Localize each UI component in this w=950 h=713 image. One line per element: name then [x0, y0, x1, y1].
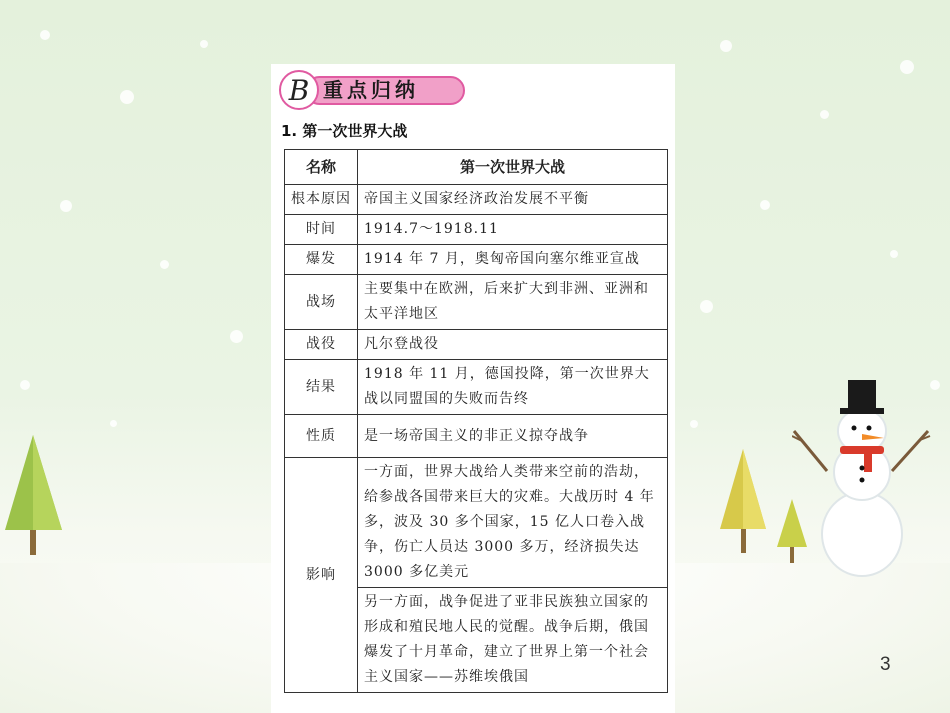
row-value: 凡尔登战役 [358, 330, 668, 360]
section-banner [279, 70, 469, 110]
row-value: 一方面，世界大战给人类带来空前的浩劫，给参战各国带来巨大的灾难。大战历时 4 年多，波及 30 多个国家，15 亿人口卷入战争，伤亡人员达 3000 多万，经济损失达 3000 多亿美元 [358, 458, 668, 588]
row-value: 1914.7～1918.11 [358, 215, 668, 245]
row-value: 是一场帝国主义的非正义掠夺战争 [358, 415, 668, 458]
table-header: 第一次世界大战 [358, 150, 668, 185]
row-value: 帝国主义国家经济政治发展不平衡 [358, 185, 668, 215]
table-row [285, 275, 668, 330]
table-header: 名称 [285, 150, 358, 185]
row-value: 1914 年 7 月，奥匈帝国向塞尔维亚宣战 [358, 245, 668, 275]
banner-badge: B [279, 70, 319, 110]
row-label: 结果 [285, 360, 358, 415]
page-number: 3 [880, 654, 891, 675]
banner-title: 重点归纳 [323, 78, 419, 102]
row-label: 时间 [285, 215, 358, 245]
table-row [285, 330, 668, 360]
tree-left [0, 430, 70, 560]
row-label: 根本原因 [285, 185, 358, 215]
table-row [285, 360, 668, 415]
row-label: 爆发 [285, 245, 358, 275]
snowman [792, 376, 932, 581]
summary-table [284, 149, 668, 693]
tree-middle [716, 445, 772, 555]
table-row [285, 458, 668, 588]
table-header-row [285, 150, 668, 185]
table-row [285, 215, 668, 245]
row-label: 影响 [285, 458, 358, 693]
row-value: 1918 年 11 月，德国投降，第一次世界大战以同盟国的失败而告终 [358, 360, 668, 415]
row-label: 性质 [285, 415, 358, 458]
table-row [285, 185, 668, 215]
row-value: 主要集中在欧洲，后来扩大到非洲、亚洲和太平洋地区 [358, 275, 668, 330]
row-label: 战役 [285, 330, 358, 360]
document-panel [271, 64, 675, 713]
table-row [285, 415, 668, 458]
table-row [285, 245, 668, 275]
row-label: 战场 [285, 275, 358, 330]
row-value: 另一方面，战争促进了亚非民族独立国家的形成和殖民地人民的觉醒。战争后期，俄国爆发了十月革命，建立了世界上第一个社会主义国家——苏维埃俄国 [358, 588, 668, 693]
section-title: 1. 第一次世界大战 [281, 122, 408, 140]
